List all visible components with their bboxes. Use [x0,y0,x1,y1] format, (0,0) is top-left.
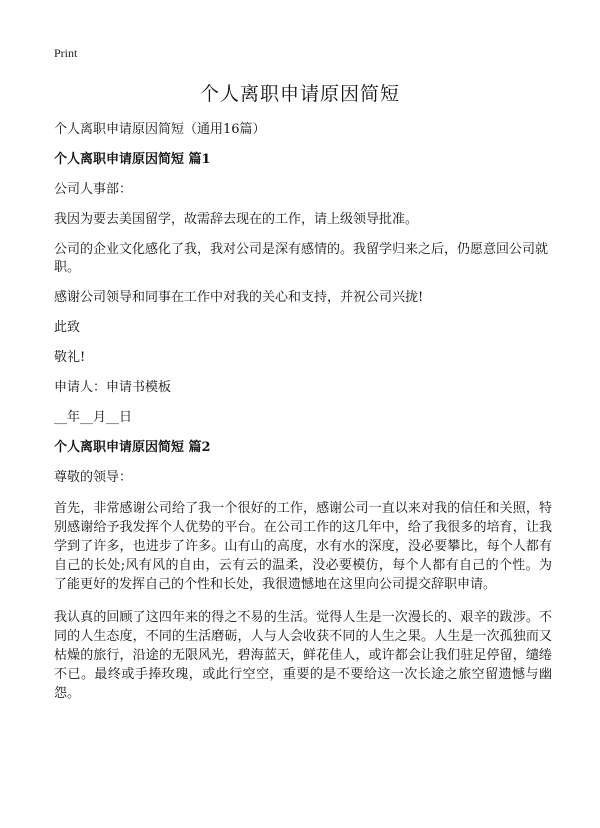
letter-closing: 此致 [54,320,81,335]
letter-greeting: 公司人事部： [54,182,133,197]
letter-applicant: 申请人：申请书模板 [54,380,172,395]
section-2 [54,439,552,703]
letter-paragraph: 我认真的回顾了这四年来的得之不易的生活。觉得人生是一次漫长的、艰辛的跋涉。不同的人生态度，不同的生活磨砺，人与人会收获不同的人生之果。人生是一次孤独而又枯燥的旅行，沿途的无限风光，碧海蓝天，鲜花佳人，或许都会让我们驻足停留，缱绻不已。最终或手捧玫瑰，或此行空空，重要的是不要给这一次长途之旅空留遗憾与幽怨。 [54,610,552,701]
document-body [54,121,552,717]
letter-paragraph: 感谢公司领导和同事在工作中对我的关心和支持，并祝公司兴拢! [54,290,424,305]
print-link[interactable]: Print [54,46,78,60]
letter-paragraph: 我因为要去美国留学，故需辞去现在的工作，请上级领导批准。 [54,212,419,227]
letter-paragraph: 公司的企业文化感化了我，我对公司是深有感情的。我留学归来之后，仍愿意回公司就职。 [54,242,549,275]
page-title: 个人离职申请原因简短 [199,83,400,105]
letter-salutation: 敬礼! [54,350,86,365]
section-1 [54,151,552,427]
document-subtitle: 个人离职申请原因简短（通用16篇） [54,122,266,137]
letter-greeting: 尊敬的领导： [54,470,133,485]
letter-paragraph: 首先，非常感谢公司给了我一个很好的工作，感谢公司一直以来对我的信任和关照，特别感谢给予我发挥个人优势的平台。在公司工作的这几年中，给了我很多的培育，让我学到了许多，也进步了许多。山有山的高度，水有水的深度，没必要攀比，每个人都有自己的长处;风有风的自由，云有云的温柔，没必要模仿，每个人都有自己的个性。为了能更好的发挥自己的个性和长处，我很遗憾地在这里向公司提交辞职申请。 [54,501,552,592]
section-heading: 个人离职申请原因简短 篇2 [54,440,211,455]
letter-date: __年__月__日 [54,410,133,425]
section-heading: 个人离职申请原因简短 篇1 [54,152,211,167]
